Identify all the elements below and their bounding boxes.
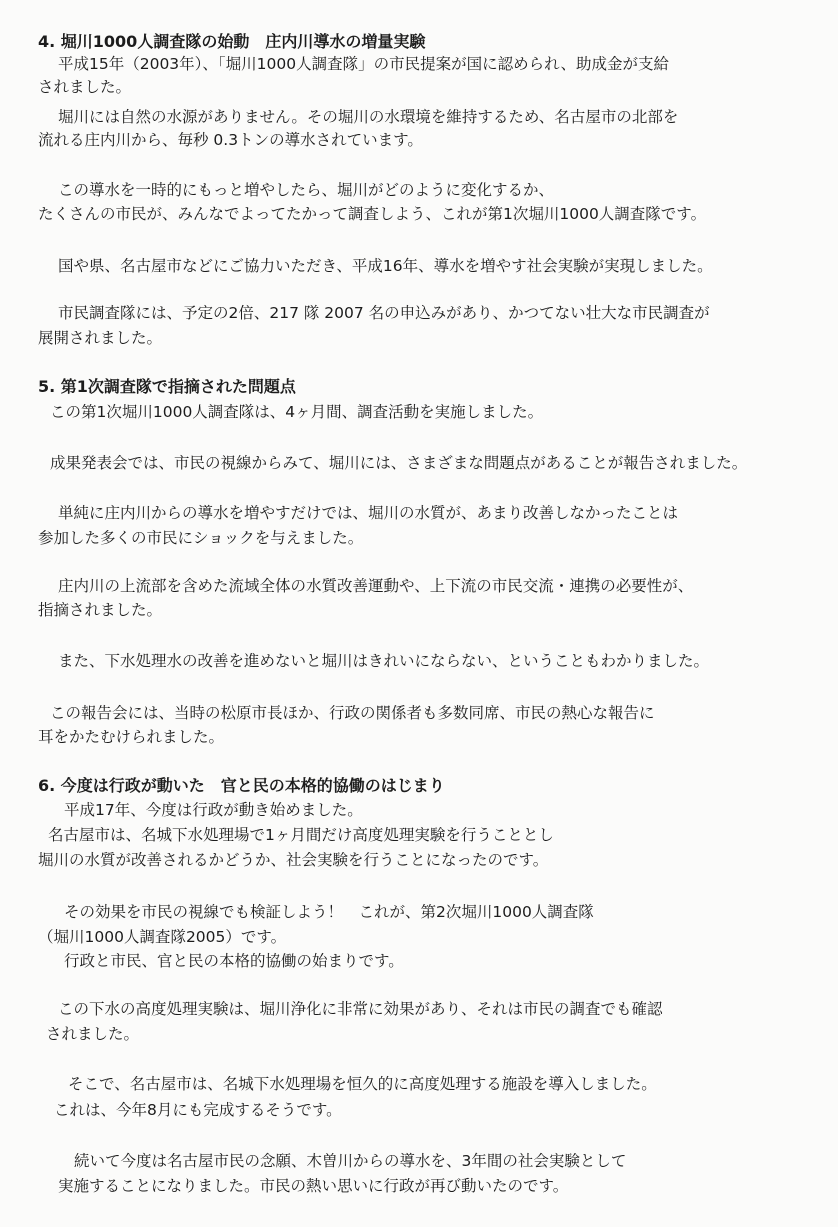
section-5-line-1: この第1次堀川1000人調査隊は、4ヶ月間、調査活動を実施しました。	[50, 403, 544, 421]
section-4-line-8: 市民調査隊には、予定の2倍、217 隊 2007 名の申込みがあり、かつてない壮大な市民調査が	[58, 304, 710, 322]
section-6-line-10: これは、今年8月にも完成するそうです。	[54, 1101, 342, 1119]
section-5-heading: 5. 第1次調査隊で指摘された問題点	[38, 377, 296, 396]
section-6-line-7: この下水の高度処理実験は、堀川浄化に非常に効果があり、それは市民の調査でも確認	[58, 1000, 663, 1018]
section-4-line-4: 流れる庄内川から、毎秒 0.3トンの導水されています。	[38, 131, 423, 149]
section-4-heading: 4. 堀川1000人調査隊の始動 庄内川導水の増量実験	[38, 32, 426, 51]
section-6-line-6: 行政と市民、官と民の本格的協働の始まりです。	[64, 952, 404, 970]
section-4-line-5: この導水を一時的にもっと増やしたら、堀川がどのように変化するか、	[58, 181, 555, 199]
section-6-line-9: そこで、名古屋市は、名城下水処理場を恒久的に高度処理する施設を導入しました。	[68, 1075, 657, 1093]
section-4-line-6: たくさんの市民が、みんなでよってたかって調査しよう、これが第1次堀川1000人調査隊です。	[38, 205, 707, 223]
section-6-line-12: 実施することになりました。市民の熱い思いに行政が再び動いたのです。	[58, 1177, 569, 1195]
section-6-line-8: されました。	[46, 1025, 140, 1043]
section-5-line-3: 単純に庄内川からの導水を増やすだけでは、堀川の水質が、あまり改善しなかったことは	[58, 504, 679, 522]
section-5-line-7: また、下水処理水の改善を進めないと堀川はきれいにならない、ということもわかりました。	[58, 652, 710, 670]
section-5-line-6: 指摘されました。	[38, 601, 163, 619]
section-6-heading: 6. 今度は行政が動いた 官と民の本格的協働のはじまり	[38, 776, 445, 795]
section-5-line-8: この報告会には、当時の松原市長ほか、行政の関係者も多数同席、市民の熱心な報告に	[50, 704, 655, 722]
section-4-line-7: 国や県、名古屋市などにご協力いただき、平成16年、導水を増やす社会実験が実現しました。	[58, 257, 713, 275]
section-5-line-4: 参加した多くの市民にショックを与えました。	[38, 529, 364, 547]
section-4-line-3: 堀川には自然の水源がありません。その堀川の水環境を維持するため、名古屋市の北部を	[58, 108, 679, 126]
section-6-line-5: （堀川1000人調査隊2005）です。	[38, 928, 287, 946]
section-6-line-2: 名古屋市は、名城下水処理場で1ヶ月間だけ高度処理実験を行うこととし	[48, 826, 554, 844]
section-4-line-9: 展開されました。	[38, 329, 163, 347]
section-5-line-5: 庄内川の上流部を含めた流域全体の水質改善運動や、上下流の市民交流・連携の必要性が、	[58, 577, 694, 595]
section-5-line-2: 成果発表会では、市民の視線からみて、堀川には、さまざまな問題点があることが報告されました。	[50, 454, 748, 472]
section-4-line-1: 平成15年（2003年）、「堀川1000人調査隊」の市民提案が国に認められ、助成金が支給	[58, 55, 670, 73]
section-5-line-9: 耳をかたむけられました。	[38, 728, 225, 746]
section-6-line-4: その効果を市民の視線でも検証しよう！ これが、第2次堀川1000人調査隊	[64, 903, 594, 921]
section-6-line-3: 堀川の水質が改善されるかどうか、社会実験を行うことになったのです。	[38, 851, 549, 869]
section-6-line-11: 続いて今度は名古屋市民の念願、木曽川からの導水を、3年間の社会実験として	[74, 1152, 627, 1170]
section-6-line-1: 平成17年、今度は行政が動き始めました。	[64, 801, 363, 819]
section-4-line-2: されました。	[38, 78, 132, 96]
